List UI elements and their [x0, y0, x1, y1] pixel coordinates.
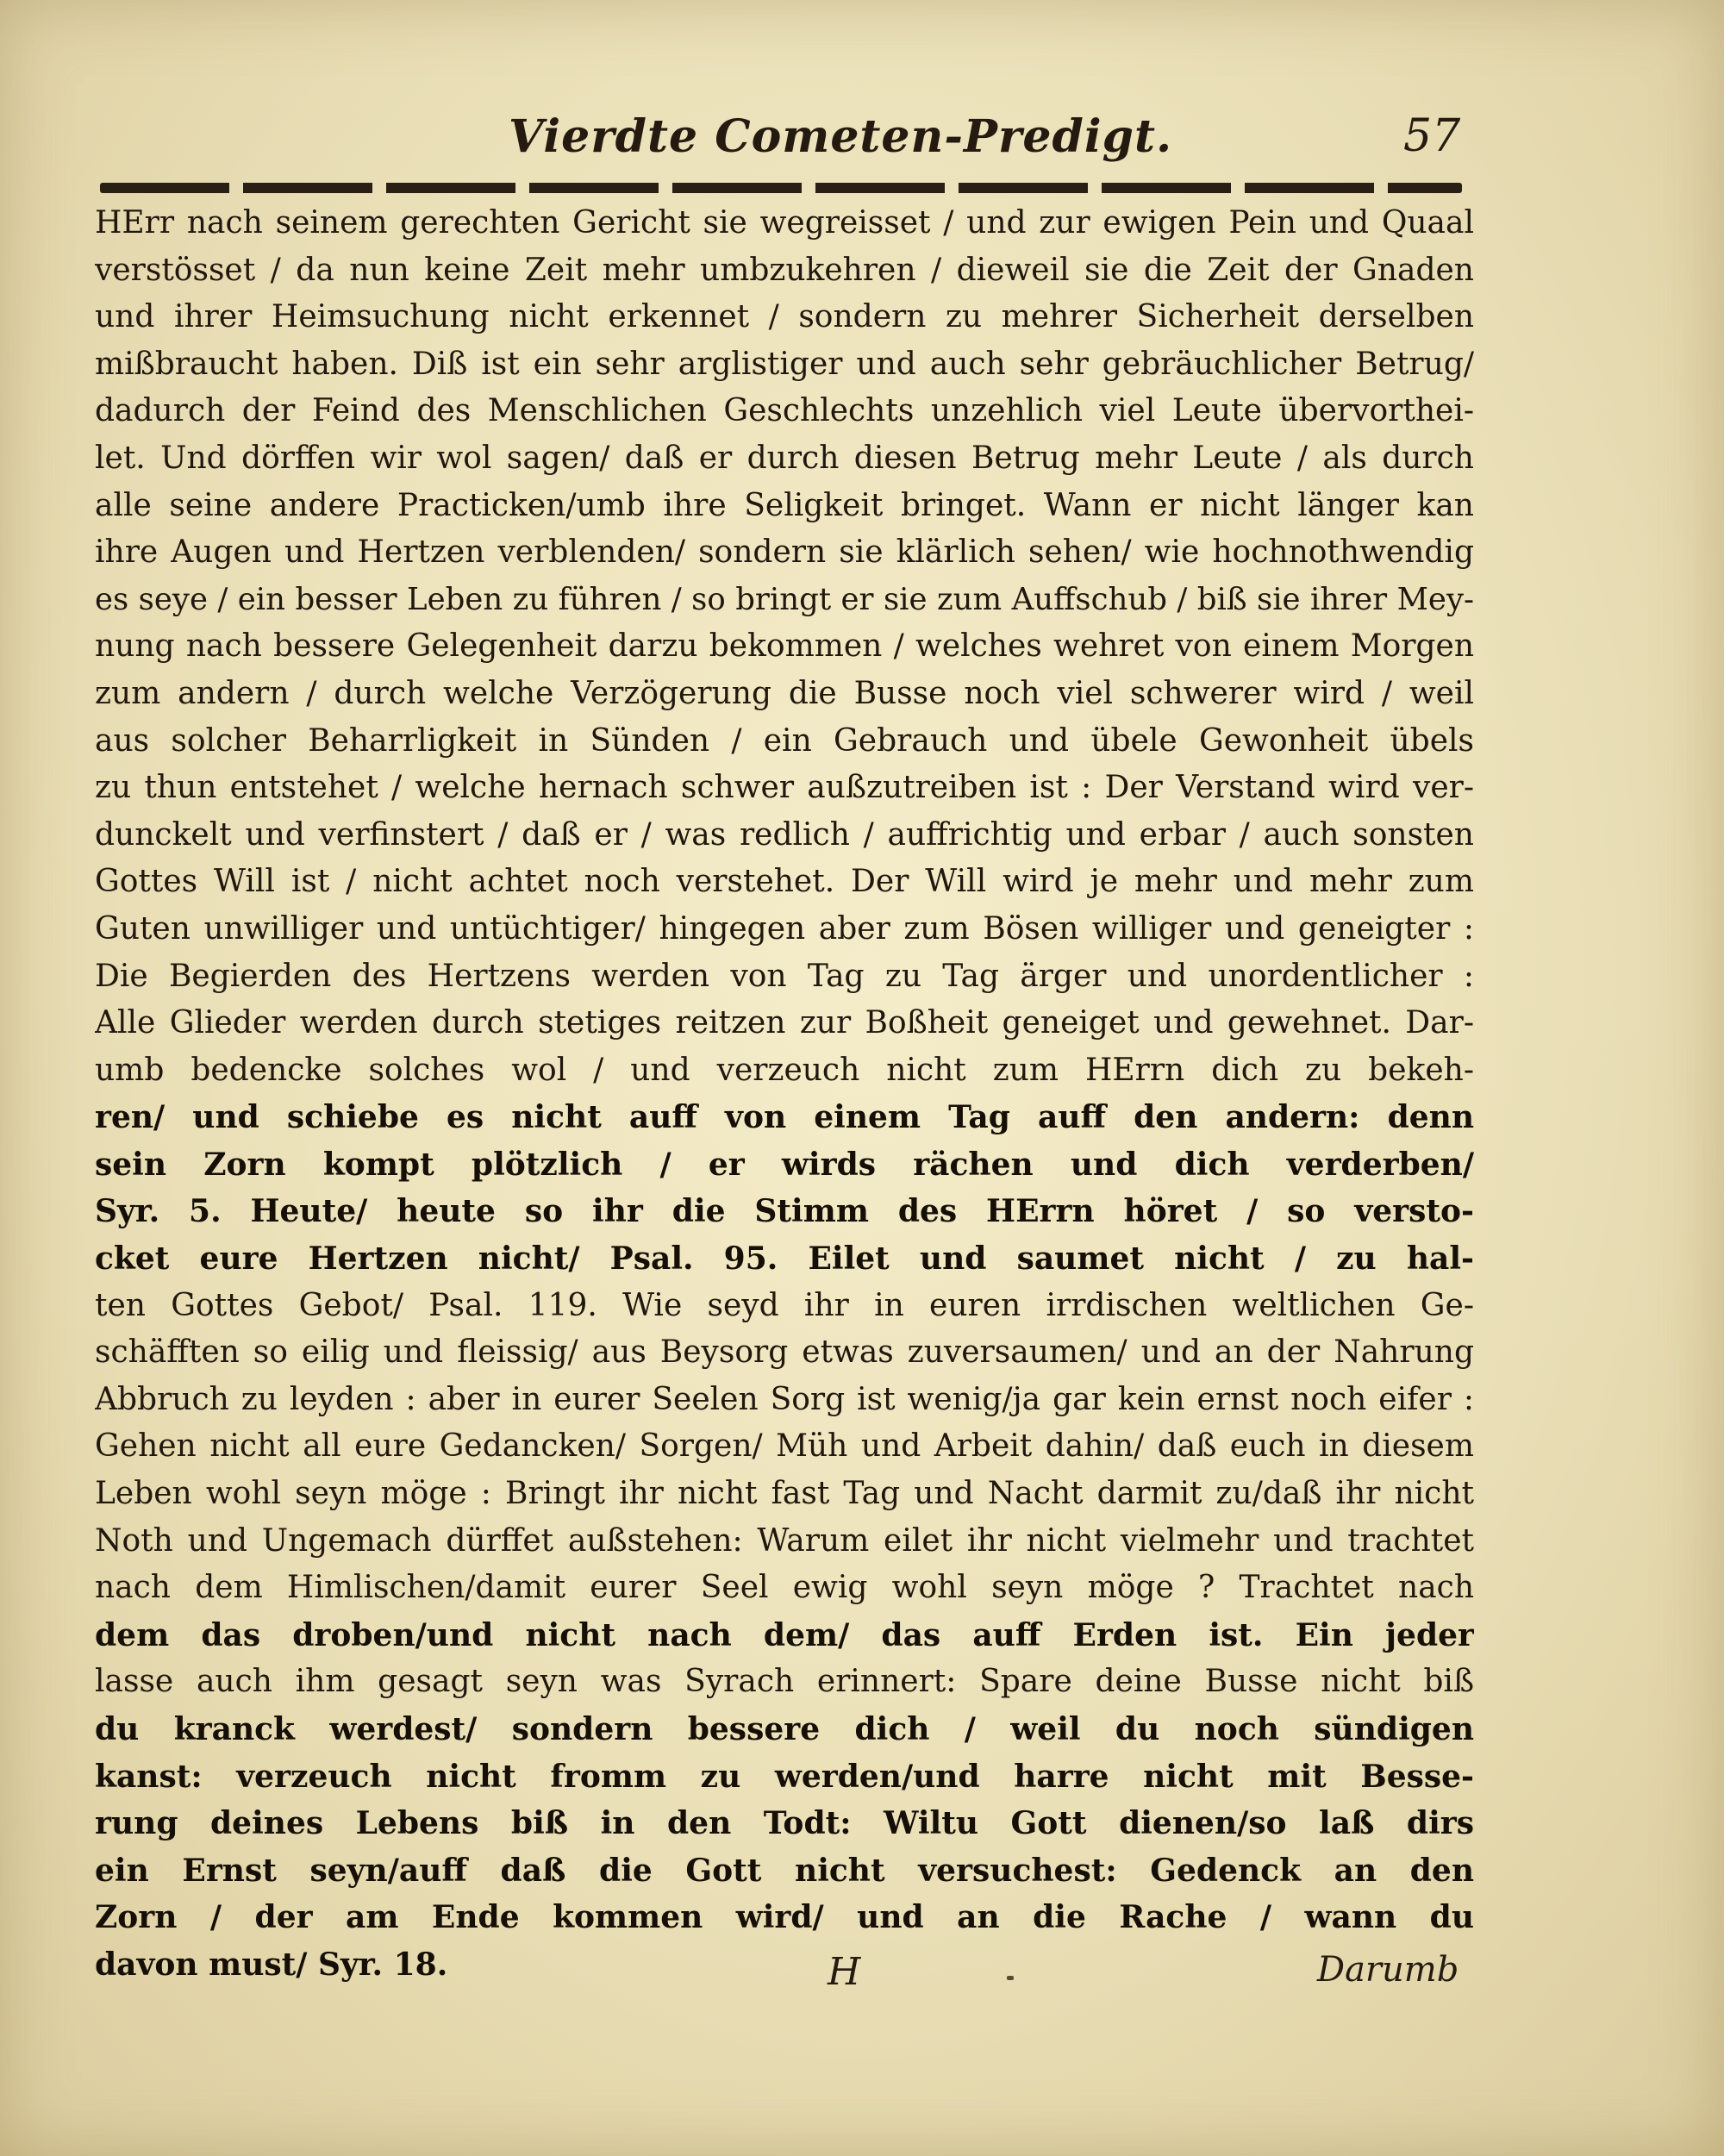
text-line: Leben wohl seyn möge : Bringt ihr nicht fast Tag und Nacht darmit zu/daß ihr nicht: [95, 1476, 1474, 1512]
text-line: dunckelt und verfinstert / daß er / was redlich / auffrichtig und erbar / auch sonsten: [95, 816, 1474, 853]
text-line: zum andern / durch welche Verzögerung die Busse noch viel schwerer wird / weil: [95, 675, 1474, 711]
text-line: aus solcher Beharrligkeit in Sünden / ein Gebrauch und übele Gewonheit übels: [95, 722, 1474, 759]
text-line: verstösset / da nun keine Zeit mehr umbzukehren / dieweil sie die Zeit der Gnaden: [95, 252, 1474, 288]
text-line: du kranck werdest/ sondern bessere dich / weil du noch sündigen: [95, 1711, 1474, 1747]
text-line: umb bedencke solches wol / und verzeuch nicht zum HErrn dich zu bekeh-: [95, 1052, 1474, 1088]
header-rule: [100, 183, 1462, 193]
text-line: dem das droben/und nicht nach dem/ das auff Erden ist. Ein jeder: [95, 1616, 1474, 1653]
running-head: [0, 110, 1724, 179]
text-line: Alle Glieder werden durch stetiges reitzen zur Boßheit geneiget und gewehnet. Dar-: [95, 1005, 1474, 1041]
text-line: Abbruch zu leyden : aber in eurer Seelen Sorg ist wenig/ja gar kein ernst noch eifer :: [95, 1381, 1474, 1417]
text-line: Noth und Ungemach dürffet außstehen: Warum eilet ihr nicht vielmehr und trachtet: [95, 1522, 1474, 1559]
text-line: Gehen nicht all eure Gedancken/ Sorgen/ Müh und Arbeit dahin/ daß euch in diesem: [95, 1428, 1474, 1465]
text-line: lasse auch ihm gesagt seyn was Syrach erinnert: Spare deine Busse nicht biß: [95, 1664, 1474, 1700]
text-line: cket eure Hertzen nicht/ Psal. 95. Eilet und saumet nicht / zu hal-: [95, 1240, 1474, 1278]
text-line: und ihrer Heimsuchung nicht erkennet / sondern zu mehrer Sicherheit derselben: [95, 299, 1474, 335]
ink-speck: [1007, 1976, 1014, 1980]
text-line: let. Und dörffen wir wol sagen/ daß er durch diesen Betrug mehr Leute / als durch: [95, 440, 1474, 476]
text-line: davon must/ Syr. 18.: [95, 1946, 448, 1983]
text-line: ein Ernst seyn/auff daß die Gott nicht versuchest: Gedenck an den: [95, 1852, 1474, 1889]
text-line: kanst: verzeuch nicht fromm zu werden/und harre nicht mit Besse-: [95, 1758, 1474, 1795]
text-line: alle seine andere Practicken/umb ihre Seligkeit bringet. Wann er nicht länger kan: [95, 487, 1474, 523]
text-line: rung deines Lebens biß in den Todt: Wiltu Gott dienen/so laß dirs: [95, 1805, 1474, 1842]
text-line: sein Zorn kompt plötzlich / er wirds rächen und dich verderben/: [95, 1146, 1474, 1183]
page-footer: [0, 1950, 1724, 2010]
text-line: Syr. 5. Heute/ heute so ihr die Stimm des HErrn höret / so versto-: [95, 1193, 1474, 1230]
text-line: Guten unwilliger und untüchtiger/ hingegen aber zum Bösen williger und geneigter :: [95, 910, 1474, 947]
text-line: mißbraucht haben. Diß ist ein sehr arglistiger und auch sehr gebräuchlicher Betrug/: [95, 346, 1474, 382]
catchword: Darumb: [1317, 1950, 1459, 1990]
running-title: Vierdte Cometen-Predigt.: [509, 110, 1173, 163]
signature-mark: H: [828, 1950, 861, 1994]
text-line: ten Gottes Gebot/ Psal. 119. Wie seyd ihr in euren irrdischen weltlichen Ge-: [95, 1287, 1474, 1323]
text-line: Die Begierden des Hertzens werden von Tag zu Tag ärger und unordentlicher :: [95, 958, 1474, 994]
page-number: 57: [1403, 110, 1461, 162]
text-line: Zorn / der am Ende kommen wird/ und an die Rache / wann du: [95, 1899, 1474, 1936]
text-line: schäfften so eilig und fleissig/ aus Beysorg etwas zuversaumen/ und an der Nahrung: [95, 1334, 1474, 1371]
text-line: Gottes Will ist / nicht achtet noch verstehet. Der Will wird je mehr und mehr zum: [95, 864, 1474, 900]
text-line: ihre Augen und Hertzen verblenden/ sondern sie klärlich sehen/ wie hochnothwendig: [95, 534, 1474, 571]
text-line: nach dem Himlischen/damit eurer Seel ewig wohl seyn möge ? Trachtet nach: [95, 1570, 1474, 1606]
text-line: dadurch der Feind des Menschlichen Geschlechts unzehlich viel Leute übervorthei-: [95, 393, 1474, 429]
text-line: nung nach bessere Gelegenheit darzu bekommen / welches wehret von einem Morgen: [95, 628, 1474, 665]
body-text: [95, 200, 1474, 1989]
text-line: HErr nach seinem gerechten Gericht sie wegreisset / und zur ewigen Pein und Quaal: [95, 205, 1474, 241]
text-line: zu thun entstehet / welche hernach schwer außzutreiben ist : Der Verstand wird ver-: [95, 770, 1474, 806]
text-line: es seye / ein besser Leben zu führen / so bringt er sie zum Auffschub / biß sie ihrer Mey-: [95, 581, 1474, 617]
text-line: ren/ und schiebe es nicht auff von einem Tag auff den andern: denn: [95, 1099, 1474, 1136]
